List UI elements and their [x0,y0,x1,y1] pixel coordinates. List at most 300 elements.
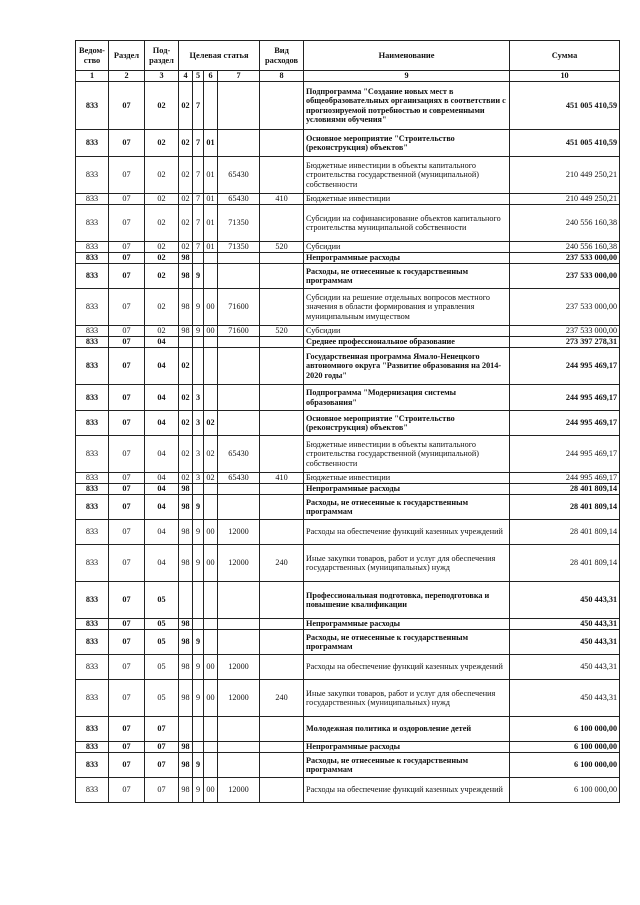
cell-sum: 237 533 000,00 [510,253,620,264]
table-row [76,337,620,348]
cell-podrazdel: 04 [145,520,179,545]
cell-razdel: 07 [109,82,145,130]
cell-name: Расходы, не отнесенные к государственным программам [304,264,510,289]
cell-target-direction [218,484,260,495]
cell-target-measure: 00 [204,289,218,326]
cell-ved: 833 [76,630,109,655]
table-row [76,495,620,520]
cell-target-program: 98 [179,630,193,655]
cell-target-program: 02 [179,82,193,130]
cell-target-measure: 01 [204,157,218,194]
cell-target-measure [204,337,218,348]
column-number: 2 [109,71,145,82]
cell-target-direction: 71600 [218,326,260,337]
cell-name: Субсидии [304,242,510,253]
cell-name: Расходы на обеспечение функций казенных учреждений [304,778,510,803]
table-row [76,545,620,582]
cell-target-measure: 00 [204,326,218,337]
cell-razdel: 07 [109,253,145,264]
cell-ved: 833 [76,717,109,742]
cell-target-subprogram [193,619,204,630]
cell-sum: 244 995 469,17 [510,385,620,411]
table-row [76,411,620,436]
cell-razdel: 07 [109,655,145,680]
cell-target-direction [218,753,260,778]
header-podrazdel: Под-раздел [145,41,179,71]
cell-podrazdel: 02 [145,194,179,205]
header-row [76,41,620,71]
cell-sum: 450 443,31 [510,630,620,655]
cell-ved: 833 [76,680,109,717]
cell-target-direction: 65430 [218,473,260,484]
cell-target-measure [204,484,218,495]
table-row [76,680,620,717]
cell-target-direction: 12000 [218,545,260,582]
cell-target-subprogram [193,337,204,348]
cell-name: Бюджетные инвестиции [304,473,510,484]
cell-target-measure [204,82,218,130]
header-razdel: Раздел [109,41,145,71]
table-row [76,655,620,680]
cell-name: Государственная программа Ямало-Ненецкого автономного округа "Развитие образования на 2014-2020 годы" [304,348,510,385]
cell-target-subprogram: 7 [193,242,204,253]
cell-razdel: 07 [109,520,145,545]
cell-target-subprogram [193,717,204,742]
cell-sum: 28 401 809,14 [510,520,620,545]
cell-name: Субсидии на софинансирование объектов капитального строительства муниципальной собственности [304,205,510,242]
cell-podrazdel: 05 [145,680,179,717]
cell-target-direction: 71350 [218,205,260,242]
cell-ved: 833 [76,778,109,803]
table-row [76,778,620,803]
cell-podrazdel: 05 [145,630,179,655]
cell-target-measure: 01 [204,242,218,253]
cell-target-direction [218,348,260,385]
cell-sum: 240 556 160,38 [510,205,620,242]
cell-target-subprogram [193,253,204,264]
cell-ved: 833 [76,582,109,619]
cell-target-direction: 12000 [218,520,260,545]
cell-sum: 237 533 000,00 [510,264,620,289]
cell-name: Бюджетные инвестиции в объекты капитального строительства государственной (муниципальной) собственности [304,157,510,194]
header-naimenovanie: Наименование [304,41,510,71]
cell-ved: 833 [76,337,109,348]
cell-target-measure: 01 [204,194,218,205]
cell-podrazdel: 07 [145,778,179,803]
table-row [76,520,620,545]
cell-name: Среднее профессиональное образование [304,337,510,348]
cell-expense-type [260,130,304,157]
cell-podrazdel: 02 [145,130,179,157]
cell-ved: 833 [76,436,109,473]
cell-target-measure: 00 [204,680,218,717]
cell-name: Подпрограмма "Создание новых мест в общеобразовательных организациях в соответствии с прогнозируемой потребностью и современными условиями обучения" [304,82,510,130]
cell-ved: 833 [76,385,109,411]
cell-podrazdel: 04 [145,337,179,348]
cell-target-subprogram [193,582,204,619]
cell-razdel: 07 [109,753,145,778]
cell-target-program: 98 [179,742,193,753]
cell-ved: 833 [76,753,109,778]
cell-name: Расходы на обеспечение функций казенных учреждений [304,520,510,545]
table-row [76,326,620,337]
header-ved: Ведом-ство [76,41,109,71]
cell-target-measure [204,385,218,411]
cell-razdel: 07 [109,337,145,348]
table-row [76,264,620,289]
cell-podrazdel: 07 [145,742,179,753]
cell-ved: 833 [76,655,109,680]
cell-target-measure [204,619,218,630]
column-number: 9 [304,71,510,82]
cell-expense-type [260,630,304,655]
cell-target-program: 02 [179,194,193,205]
cell-expense-type: 520 [260,242,304,253]
cell-expense-type [260,289,304,326]
header-vid-rashodov: Вид расходов [260,41,304,71]
cell-razdel: 07 [109,619,145,630]
cell-sum: 451 005 410,59 [510,130,620,157]
cell-name: Профессиональная подготовка, переподготовка и повышение квалификации [304,582,510,619]
cell-target-measure [204,253,218,264]
cell-target-measure [204,630,218,655]
cell-podrazdel: 02 [145,157,179,194]
cell-target-program: 02 [179,205,193,242]
table-row [76,742,620,753]
column-number: 7 [218,71,260,82]
cell-target-direction [218,264,260,289]
cell-ved: 833 [76,545,109,582]
cell-ved: 833 [76,194,109,205]
cell-target-program: 98 [179,545,193,582]
cell-target-measure: 00 [204,778,218,803]
cell-target-direction [218,495,260,520]
cell-sum: 240 556 160,38 [510,242,620,253]
cell-ved: 833 [76,130,109,157]
column-number: 6 [204,71,218,82]
cell-razdel: 07 [109,495,145,520]
cell-razdel: 07 [109,264,145,289]
cell-sum: 237 533 000,00 [510,289,620,326]
cell-podrazdel: 04 [145,495,179,520]
budget-table [75,40,620,803]
cell-razdel: 07 [109,680,145,717]
header-summa: Сумма [510,41,620,71]
cell-expense-type [260,778,304,803]
cell-expense-type: 240 [260,680,304,717]
cell-podrazdel: 04 [145,436,179,473]
cell-podrazdel: 02 [145,242,179,253]
cell-expense-type [260,253,304,264]
table-row [76,582,620,619]
cell-target-program: 98 [179,289,193,326]
cell-target-subprogram: 9 [193,753,204,778]
cell-podrazdel: 05 [145,619,179,630]
table-row [76,82,620,130]
cell-target-subprogram: 9 [193,630,204,655]
cell-target-direction: 65430 [218,436,260,473]
cell-name: Расходы, не отнесенные к государственным программам [304,630,510,655]
table-row [76,130,620,157]
cell-target-measure: 01 [204,205,218,242]
cell-target-direction [218,253,260,264]
cell-name: Расходы, не отнесенные к государственным программам [304,495,510,520]
cell-podrazdel: 05 [145,582,179,619]
table-body [76,82,620,803]
cell-razdel: 07 [109,630,145,655]
cell-target-direction: 71350 [218,242,260,253]
cell-razdel: 07 [109,717,145,742]
cell-target-measure: 02 [204,473,218,484]
cell-target-program: 02 [179,411,193,436]
cell-target-direction [218,717,260,742]
cell-expense-type [260,436,304,473]
cell-target-program: 98 [179,778,193,803]
cell-target-program: 98 [179,484,193,495]
cell-target-direction [218,82,260,130]
cell-podrazdel: 04 [145,473,179,484]
cell-ved: 833 [76,619,109,630]
cell-podrazdel: 04 [145,484,179,495]
cell-name: Подпрограмма "Модернизация системы образования" [304,385,510,411]
cell-expense-type [260,582,304,619]
cell-name: Основное мероприятие "Строительство (реконструкция) объектов" [304,411,510,436]
cell-target-measure [204,495,218,520]
cell-ved: 833 [76,326,109,337]
cell-target-program: 02 [179,242,193,253]
table-row [76,473,620,484]
cell-target-program: 98 [179,655,193,680]
cell-razdel: 07 [109,436,145,473]
cell-sum: 244 995 469,17 [510,436,620,473]
cell-target-direction: 12000 [218,680,260,717]
cell-target-subprogram: 9 [193,326,204,337]
column-number: 5 [193,71,204,82]
cell-podrazdel: 04 [145,348,179,385]
cell-sum: 244 995 469,17 [510,348,620,385]
cell-target-program: 02 [179,385,193,411]
cell-sum: 450 443,31 [510,655,620,680]
cell-target-subprogram: 9 [193,289,204,326]
cell-razdel: 07 [109,205,145,242]
cell-podrazdel: 02 [145,82,179,130]
cell-target-subprogram: 9 [193,655,204,680]
table-row [76,619,620,630]
cell-target-direction: 12000 [218,655,260,680]
cell-target-measure [204,348,218,385]
cell-target-program: 02 [179,473,193,484]
cell-target-direction: 71600 [218,289,260,326]
column-number: 4 [179,71,193,82]
table-row [76,242,620,253]
cell-target-subprogram: 3 [193,385,204,411]
table-row [76,717,620,742]
cell-target-program: 02 [179,130,193,157]
table-row [76,205,620,242]
cell-razdel: 07 [109,411,145,436]
cell-target-program: 98 [179,520,193,545]
cell-sum: 210 449 250,21 [510,194,620,205]
cell-podrazdel: 07 [145,717,179,742]
cell-target-subprogram: 7 [193,205,204,242]
cell-target-program [179,582,193,619]
cell-ved: 833 [76,411,109,436]
cell-expense-type [260,619,304,630]
cell-sum: 450 443,31 [510,582,620,619]
column-number: 1 [76,71,109,82]
cell-target-subprogram: 3 [193,436,204,473]
cell-target-subprogram: 9 [193,545,204,582]
cell-target-program [179,337,193,348]
cell-sum: 451 005 410,59 [510,82,620,130]
cell-target-program: 02 [179,436,193,473]
cell-sum: 6 100 000,00 [510,717,620,742]
cell-expense-type [260,264,304,289]
cell-razdel: 07 [109,348,145,385]
cell-target-program: 98 [179,326,193,337]
cell-ved: 833 [76,253,109,264]
cell-expense-type: 410 [260,194,304,205]
cell-expense-type [260,411,304,436]
cell-podrazdel: 04 [145,545,179,582]
cell-expense-type [260,348,304,385]
column-number: 10 [510,71,620,82]
cell-ved: 833 [76,520,109,545]
cell-razdel: 07 [109,545,145,582]
cell-name: Непрограммные расходы [304,619,510,630]
cell-ved: 833 [76,484,109,495]
cell-name: Непрограммные расходы [304,484,510,495]
cell-podrazdel: 02 [145,326,179,337]
cell-name: Расходы на обеспечение функций казенных учреждений [304,655,510,680]
cell-podrazdel: 04 [145,385,179,411]
cell-ved: 833 [76,473,109,484]
cell-sum: 6 100 000,00 [510,753,620,778]
cell-podrazdel: 02 [145,264,179,289]
cell-name: Иные закупки товаров, работ и услуг для обеспечения государственных (муниципальных) нужд [304,545,510,582]
cell-name: Молодежная политика и оздоровление детей [304,717,510,742]
cell-ved: 833 [76,289,109,326]
cell-name: Субсидии [304,326,510,337]
cell-expense-type [260,520,304,545]
cell-podrazdel: 02 [145,289,179,326]
cell-expense-type: 410 [260,473,304,484]
cell-expense-type [260,337,304,348]
table-row [76,385,620,411]
cell-target-subprogram: 7 [193,130,204,157]
cell-sum: 237 533 000,00 [510,326,620,337]
cell-razdel: 07 [109,742,145,753]
cell-name: Непрограммные расходы [304,742,510,753]
cell-target-direction [218,385,260,411]
cell-sum: 28 401 809,14 [510,484,620,495]
cell-razdel: 07 [109,778,145,803]
cell-target-program: 98 [179,264,193,289]
cell-name: Бюджетные инвестиции [304,194,510,205]
cell-target-measure: 02 [204,411,218,436]
cell-target-subprogram [193,348,204,385]
cell-target-direction [218,337,260,348]
cell-name: Иные закупки товаров, работ и услуг для обеспечения государственных (муниципальных) нужд [304,680,510,717]
table-row [76,157,620,194]
cell-razdel: 07 [109,385,145,411]
cell-target-direction: 12000 [218,778,260,803]
cell-target-measure [204,742,218,753]
cell-sum: 244 995 469,17 [510,473,620,484]
cell-sum: 28 401 809,14 [510,495,620,520]
cell-ved: 833 [76,348,109,385]
cell-razdel: 07 [109,242,145,253]
cell-expense-type [260,157,304,194]
cell-target-measure [204,582,218,619]
cell-expense-type [260,82,304,130]
cell-expense-type [260,495,304,520]
cell-target-direction [218,411,260,436]
cell-target-subprogram: 9 [193,264,204,289]
cell-ved: 833 [76,742,109,753]
cell-razdel: 07 [109,582,145,619]
cell-target-subprogram: 7 [193,157,204,194]
cell-target-subprogram: 7 [193,82,204,130]
table-row [76,753,620,778]
cell-target-subprogram: 9 [193,778,204,803]
cell-target-program: 98 [179,495,193,520]
cell-name: Субсидии на решение отдельных вопросов местного значения в области формирования и управления муниципальным имуществом [304,289,510,326]
cell-target-measure: 00 [204,520,218,545]
cell-target-program: 98 [179,253,193,264]
cell-target-measure [204,717,218,742]
cell-sum: 6 100 000,00 [510,778,620,803]
cell-target-measure: 00 [204,655,218,680]
cell-target-program: 02 [179,348,193,385]
table-row [76,436,620,473]
cell-razdel: 07 [109,473,145,484]
cell-target-measure [204,753,218,778]
cell-podrazdel: 05 [145,655,179,680]
cell-target-direction [218,130,260,157]
cell-target-subprogram [193,484,204,495]
cell-target-subprogram: 3 [193,473,204,484]
cell-expense-type [260,717,304,742]
cell-podrazdel: 02 [145,253,179,264]
table-row [76,289,620,326]
cell-expense-type [260,655,304,680]
cell-name: Расходы, не отнесенные к государственным программам [304,753,510,778]
cell-ved: 833 [76,157,109,194]
column-number: 3 [145,71,179,82]
cell-razdel: 07 [109,484,145,495]
cell-sum: 273 397 278,31 [510,337,620,348]
cell-expense-type [260,484,304,495]
cell-expense-type [260,205,304,242]
cell-name: Непрограммные расходы [304,253,510,264]
cell-sum: 450 443,31 [510,619,620,630]
table-row [76,253,620,264]
cell-ved: 833 [76,242,109,253]
cell-target-direction [218,742,260,753]
cell-podrazdel: 04 [145,411,179,436]
cell-target-direction [218,619,260,630]
cell-ved: 833 [76,205,109,242]
cell-expense-type: 520 [260,326,304,337]
cell-target-measure: 00 [204,545,218,582]
cell-target-program: 98 [179,619,193,630]
cell-expense-type [260,753,304,778]
cell-target-subprogram: 9 [193,495,204,520]
cell-expense-type [260,385,304,411]
cell-razdel: 07 [109,326,145,337]
cell-sum: 6 100 000,00 [510,742,620,753]
